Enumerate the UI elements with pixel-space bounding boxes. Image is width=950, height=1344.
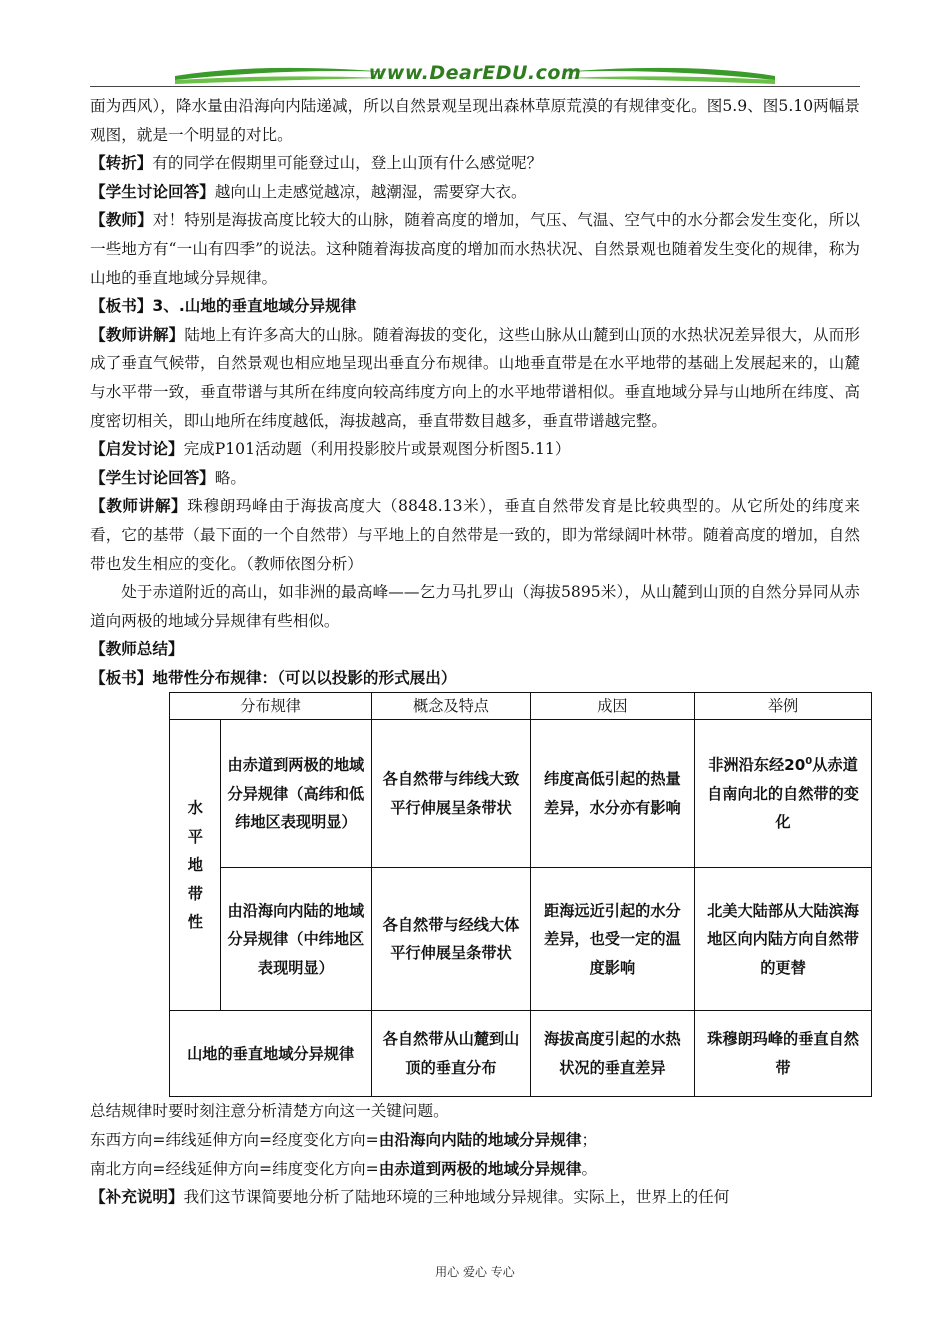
table-header-cell: 成因 xyxy=(530,693,694,720)
table-row xyxy=(170,1011,872,1097)
paragraph: 面为西风），降水量由沿海向内陆递减，所以自然景观呈现出森林草原荒漠的有规律变化。图5.9、图5.10两幅景观图，就是一个明显的对比。 xyxy=(90,97,860,144)
paragraph: 【板书】3、.山地的垂直地域分异规律 xyxy=(90,297,357,316)
table-header-cell: 分布规律 xyxy=(170,693,372,720)
table-row xyxy=(170,720,872,868)
zonal-distribution-table xyxy=(169,692,872,1097)
paragraph: 【板书】地带性分布规律：（可以以投影的形式展出） xyxy=(90,668,457,687)
table-cell: 由赤道到两极的地域分异规律（高纬和低纬地区表现明显） xyxy=(220,720,372,868)
paragraph: 【教师讲解】珠穆朗玛峰由于海拔高度大（8848.13米），垂直自然带发育是比较典型的。从它所处的纬度来看，它的基带（最下面的一个自然带）与平地上的自然带是一致的，即为常绿阔叶林带。随着高度的增加，自然带也发生相应的变化。（教师依图分析） xyxy=(90,497,860,573)
paragraph: 处于赤道附近的高山，如非洲的最高峰——乞力马扎罗山（海拔5895米），从山麓到山顶的自然分异同从赤道向两极的地域分异规律有些相似。 xyxy=(90,583,860,630)
table-cell: 各自然带与纬线大致平行伸展呈条带状 xyxy=(372,720,531,868)
table-header-row xyxy=(170,693,872,720)
site-header xyxy=(90,58,860,94)
paragraph: 【学生讨论回答】略。 xyxy=(90,468,246,487)
table-cell: 山地的垂直地域分异规律 xyxy=(170,1011,372,1097)
table-cell: 距海远近引起的水分差异，也受一定的温度影响 xyxy=(530,868,694,1011)
table-header-cell: 举例 xyxy=(695,693,872,720)
table-row xyxy=(170,868,872,1011)
paragraph: 【启发讨论】完成P101活动题（利用投影胶片或景观图分析图5.11） xyxy=(90,440,571,459)
paragraph: 【教师】对！特别是海拔高度比较大的山脉，随着高度的增加，气压、气温、空气中的水分都会发生变化，所以一些地方有“一山有四季”的说法。这种随着海拔高度的增加而水热状况、自然景观也随着发生变化的规律，称为山地的垂直地域分异规律。 xyxy=(90,211,860,287)
paragraph: 【学生讨论回答】越向山上走感觉越凉，越潮湿，需要穿大衣。 xyxy=(90,182,527,201)
paragraph: 【教师总结】 xyxy=(90,640,184,659)
site-logo[interactable]: www.DearEDU.com xyxy=(368,62,582,84)
table-cell: 纬度高低引起的热量差异，水分亦有影响 xyxy=(530,720,694,868)
paragraph: 南北方向=经线延伸方向=纬度变化方向=由赤道到两极的地域分异规律。 xyxy=(90,1159,598,1178)
table-cell: 各自然带从山麓到山顶的垂直分布 xyxy=(372,1011,531,1097)
page-footer: 用心 爱心 专心 xyxy=(435,1265,515,1279)
table-header-cell: 概念及特点 xyxy=(372,693,531,720)
paragraph: 【补充说明】我们这节课简要地分析了陆地环境的三种地域分异规律。实际上，世界上的任何 xyxy=(90,1188,730,1207)
table-cell: 非洲沿东经$20^0$从赤道自南向北的自然带的变化 xyxy=(695,720,872,868)
table-cell: 珠穆朗玛峰的垂直自然带 xyxy=(695,1011,872,1097)
table-cell: 北美大陆部从大陆滨海地区向内陆方向自然带的更替 xyxy=(695,868,872,1011)
header-divider xyxy=(90,86,860,87)
document-body xyxy=(90,92,860,1212)
table-cell: 海拔高度引起的水热状况的垂直差异 xyxy=(530,1011,694,1097)
paragraph: 东西方向=纬线延伸方向=经度变化方向=由沿海向内陆的地域分异规律； xyxy=(90,1131,598,1150)
group-label-cell: 水平地带性 xyxy=(170,720,221,1011)
paragraph: 【教师讲解】陆地上有许多高大的山脉。随着海拔的变化，这些山脉从山麓到山顶的水热状况差异很大，从而形成了垂直气候带，自然景观也相应地呈现出垂直分布规律。山地垂直带是在水平地带的基础上发展起来的，山麓与水平带一致，垂直带谱与其所在纬度向较高纬度方向上的水平地带谱相似。垂直地域分异与山地所在纬度、高度密切相关，即山地所在纬度越低，海拔越高，垂直带数目越多，垂直带谱越完整。 xyxy=(90,325,860,430)
table-cell: 各自然带与经线大体平行伸展呈条带状 xyxy=(372,868,531,1011)
paragraph: 总结规律时要时刻注意分析清楚方向这一关键问题。 xyxy=(90,1102,449,1121)
table-cell: 由沿海向内陆的地域分异规律（中纬地区表现明显） xyxy=(220,868,372,1011)
paragraph: 【转折】有的同学在假期里可能登过山，登上山顶有什么感觉呢？ xyxy=(90,154,543,173)
